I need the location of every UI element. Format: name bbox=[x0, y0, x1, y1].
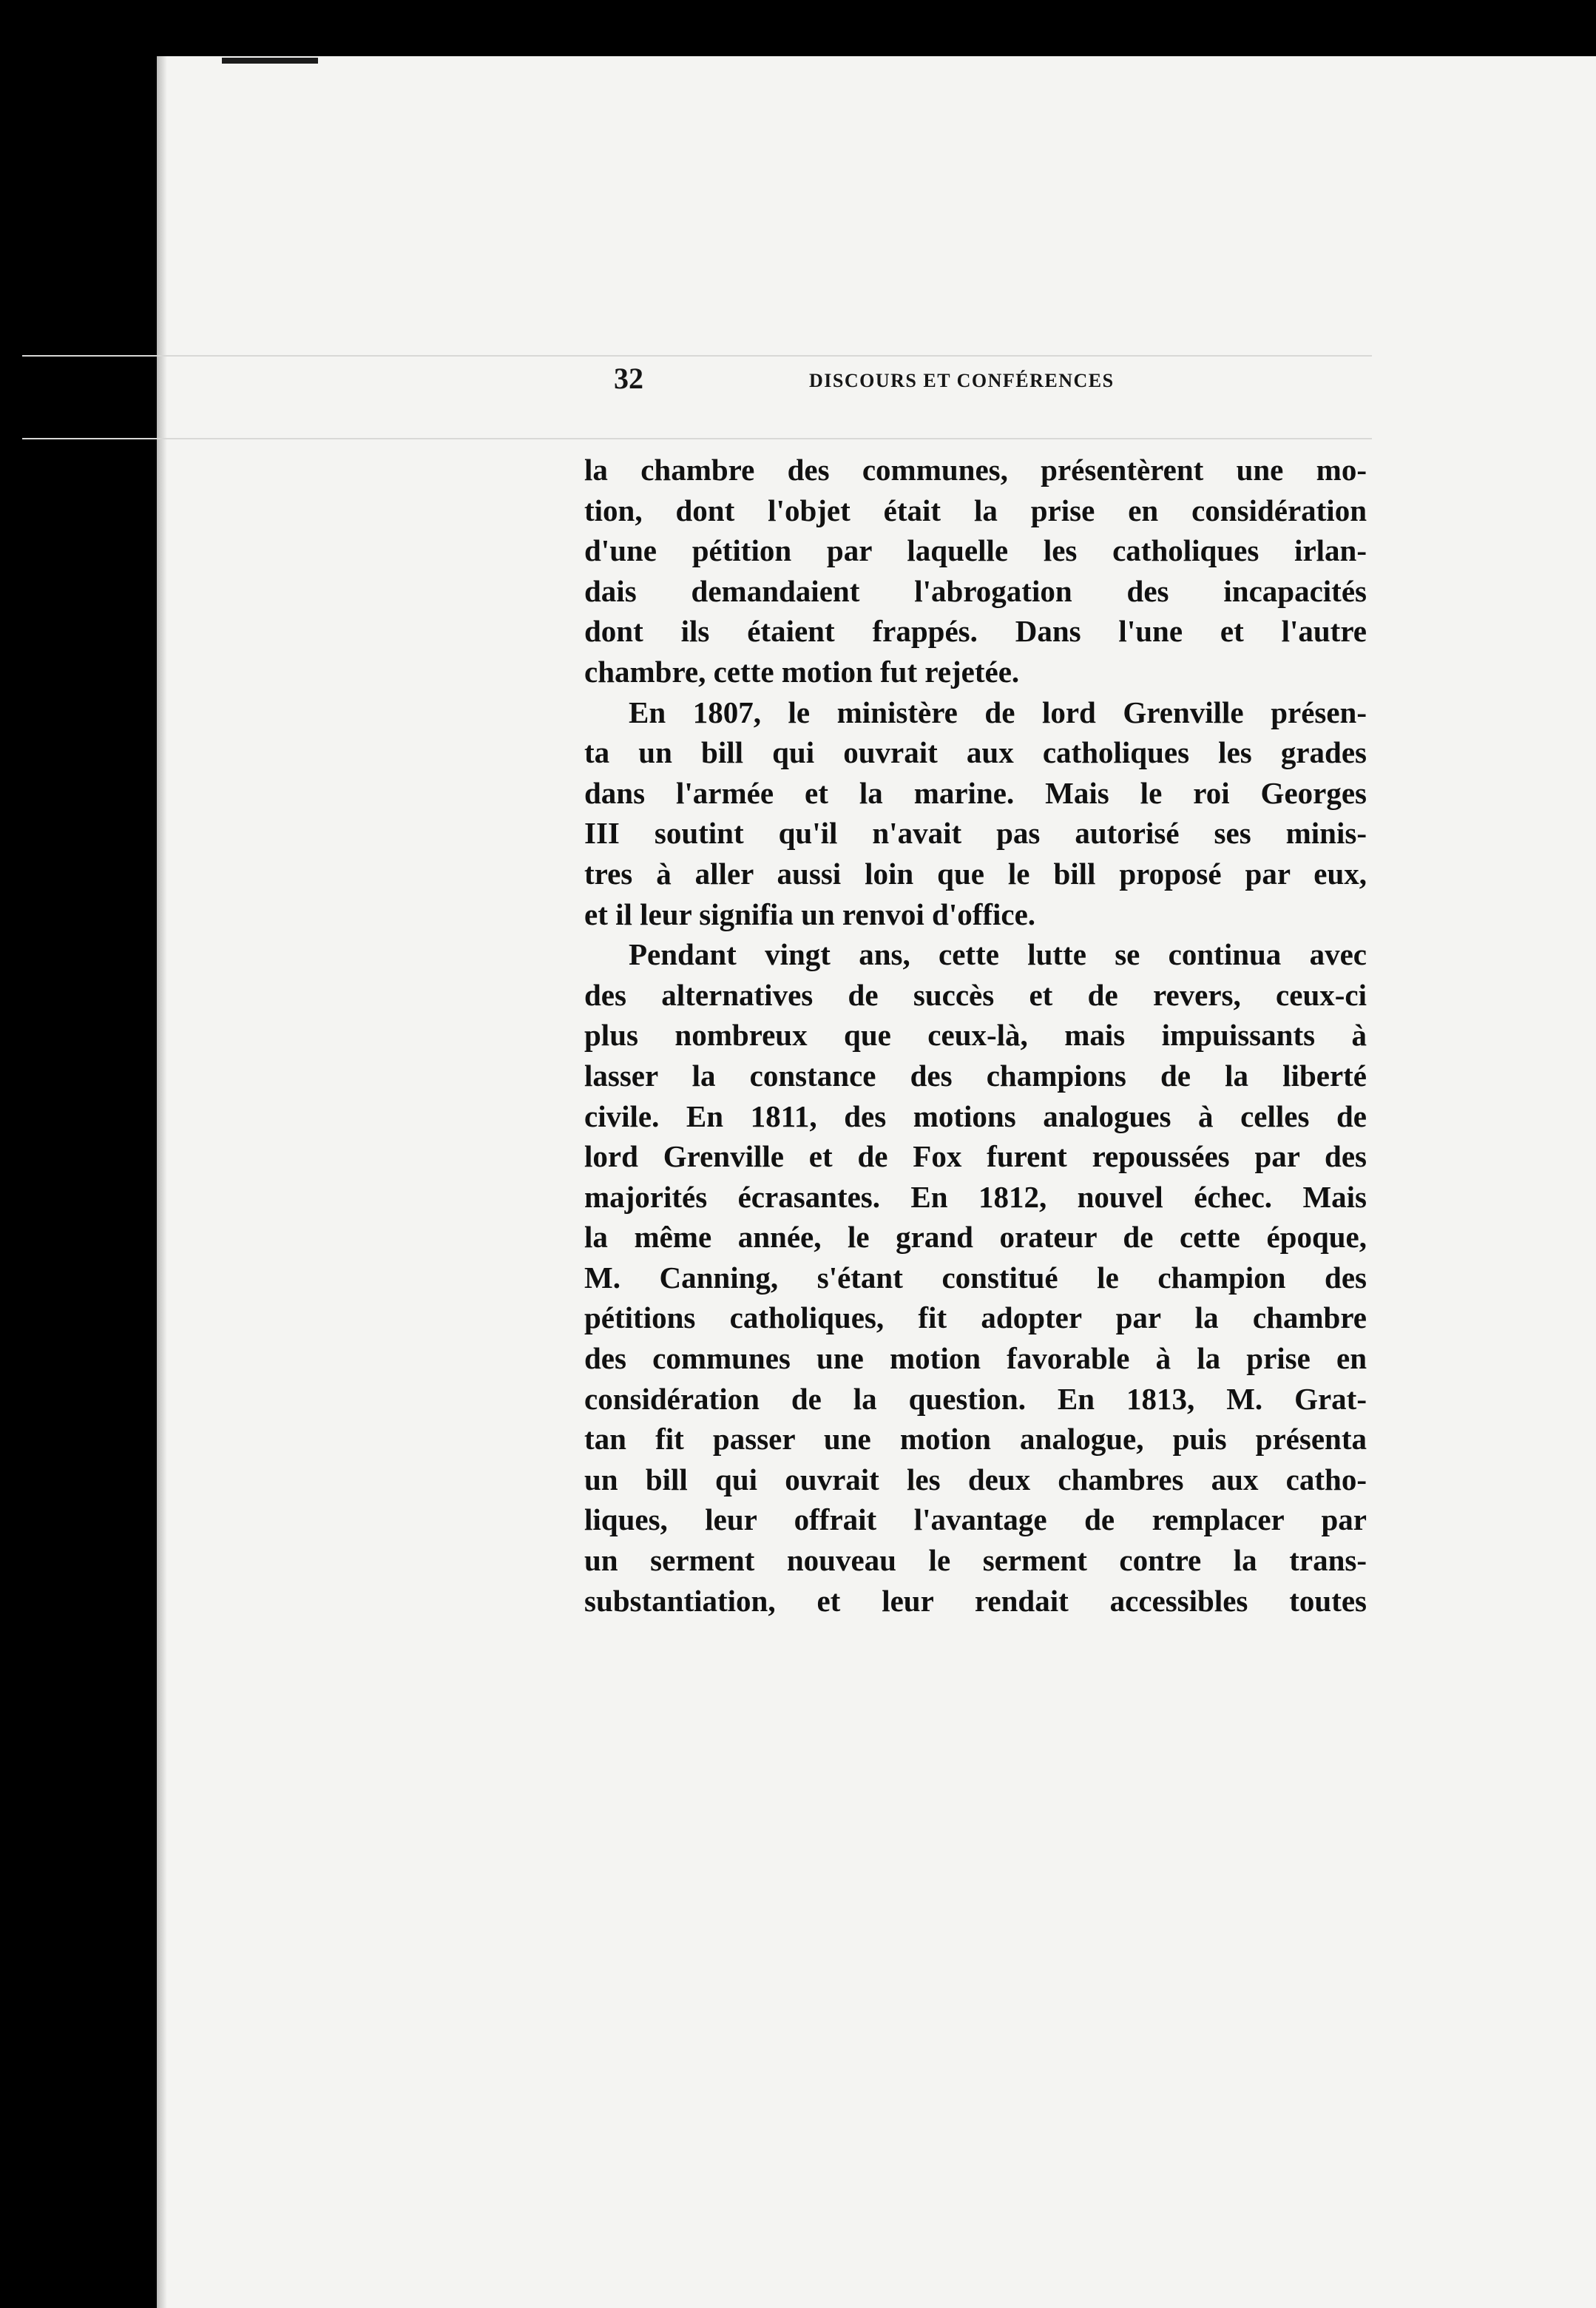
text-line: liques, leur offrait l'avantage de remplacer par bbox=[584, 1502, 1367, 1537]
text-line: des alternatives de succès et de revers, ceux-ci bbox=[584, 977, 1367, 1012]
text-line: civile. En 1811, des motions analogues à celles de bbox=[584, 1099, 1367, 1133]
text-line: un bill qui ouvrait les deux chambres aux catho- bbox=[584, 1462, 1367, 1497]
scan-mark bbox=[222, 58, 318, 64]
text-line: tres à aller aussi loin que le bill proposé par eux, bbox=[584, 856, 1367, 891]
text-line: III soutint qu'il n'avait pas autorisé ses minis- bbox=[584, 816, 1367, 851]
page-header bbox=[614, 362, 1372, 399]
text-line: tan fit passer une motion analogue, puis présenta bbox=[584, 1422, 1367, 1457]
body-text bbox=[584, 450, 1367, 1621]
text-line: pétitions catholiques, fit adopter par la chambre bbox=[584, 1300, 1367, 1335]
text-line: des communes une motion favorable à la prise en bbox=[584, 1341, 1367, 1376]
page-edge-shadow bbox=[157, 56, 167, 2308]
text-line: En 1807, le ministère de lord Grenville présen- bbox=[629, 695, 1367, 729]
text-line: dans l'armée et la marine. Mais le roi Georges bbox=[584, 775, 1367, 810]
text-line: la même année, le grand orateur de cette époque, bbox=[584, 1220, 1367, 1255]
text-line: tion, dont l'objet était la prise en considération bbox=[584, 493, 1367, 527]
text-line: M. Canning, s'étant constitué le champion des bbox=[584, 1260, 1367, 1295]
text-line: plus nombreux que ceux-là, mais impuissants à bbox=[584, 1018, 1367, 1053]
text-line: substantiation, et leur rendait accessibles toutes bbox=[584, 1583, 1367, 1618]
text-line: considération de la question. En 1813, M. Grat- bbox=[584, 1381, 1367, 1416]
header-rule bbox=[22, 355, 1372, 357]
text-line: lord Grenville et de Fox furent repoussées par des bbox=[584, 1139, 1367, 1174]
paragraph bbox=[584, 692, 1367, 935]
text-line: lasser la constance des champions de la liberté bbox=[584, 1058, 1367, 1093]
text-line: et il leur signifia un renvoi d'office. bbox=[584, 897, 1036, 931]
text-line: un serment nouveau le serment contre la trans- bbox=[584, 1543, 1367, 1578]
text-line: la chambre des communes, présentèrent une mo- bbox=[584, 453, 1367, 487]
text-line: Pendant vingt ans, cette lutte se continua avec bbox=[629, 937, 1367, 972]
paragraph bbox=[584, 934, 1367, 1621]
page-number: 32 bbox=[614, 362, 643, 395]
paragraph bbox=[584, 450, 1367, 692]
text-line: dont ils étaient frappés. Dans l'une et l'autre bbox=[584, 614, 1367, 649]
header-rule-bottom bbox=[22, 438, 1372, 439]
text-line: ta un bill qui ouvrait aux catholiques les grades bbox=[584, 735, 1367, 770]
text-line: majorités écrasantes. En 1812, nouvel échec. Mais bbox=[584, 1179, 1367, 1214]
running-title: DISCOURS ET CONFÉRENCES bbox=[809, 370, 1115, 391]
text-line: d'une pétition par laquelle les catholiques irlan- bbox=[584, 533, 1367, 568]
text-line: dais demandaient l'abrogation des incapacités bbox=[584, 573, 1367, 608]
text-line: chambre, cette motion fut rejetée. bbox=[584, 654, 1020, 689]
